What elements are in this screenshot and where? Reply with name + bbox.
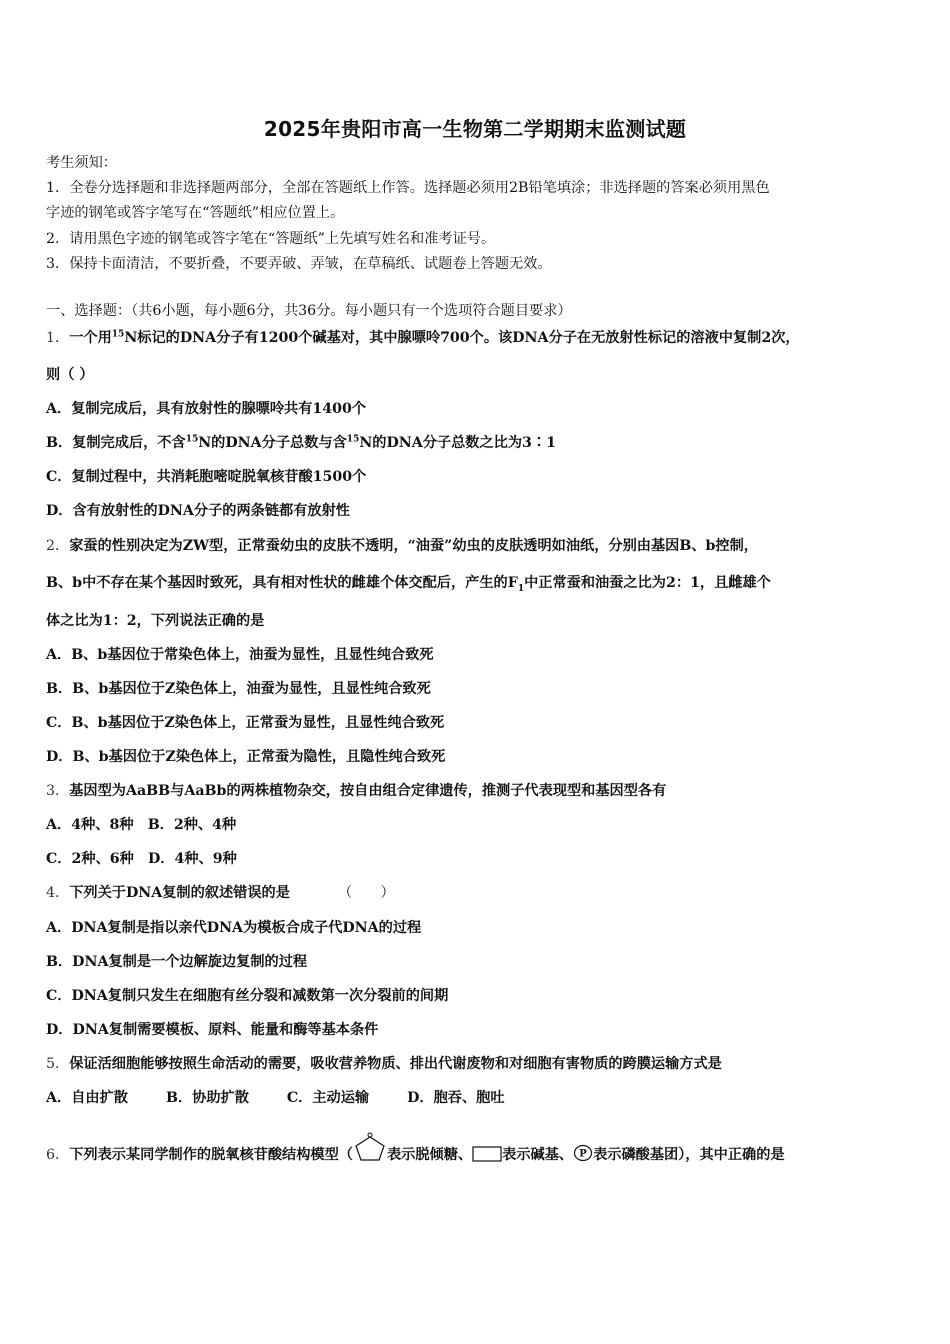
question-number: 6． <box>46 1147 70 1163</box>
page-title: 2025年贵阳市高一生物第二学期期末监测试题 <box>263 117 687 141</box>
question-2-stem-cont: 体之比为1：2，下列说法正确的是 <box>46 613 265 629</box>
question-4-stem <box>46 882 922 902</box>
q5-stem-part: 保证活细胞能够按照生命活动的需要，吸收营养物质、排出代谢废物和对细胞有害物质的跨膜运输方式是 <box>69 1056 722 1072</box>
notice-item: 字迹的钢笔或答字笔写在“答题纸”相应位置上。 <box>46 205 345 222</box>
section-heading: 一、选择题：（共6小题，每小题6分，共36分。每小题只有一个选项符合题目要求） <box>46 303 572 319</box>
q3-stem-part: 基因型为AaBB与AaBb的两株植物杂交，按自由组合定律遗传，推测子代表现型和基因型各有 <box>69 783 667 799</box>
q6-stem-part: 表示脱倾糖、 <box>386 1147 473 1163</box>
q6-stem-part: 下列表示某同学制作的脱氧核苷酸结构模型（ <box>69 1147 353 1163</box>
q1-option-d: D．含有放射性的DNA分子的两条链都有放射性 <box>46 503 350 519</box>
q2-stem-part: 家蚕的性别决定为ZW型，正常蚕幼虫的皮肤不透明，“油蚕”幼虫的皮肤透明如油纸，分别由基因B、b控制， <box>69 538 758 554</box>
q5-option-c: C．主动运输 <box>286 1090 370 1106</box>
q2-option-a: A．B、b基因位于常染色体上，油蚕为显性，且显性纯合致死 <box>46 647 434 663</box>
q6-stem-part: 表示磷酸基团），其中正确的是 <box>593 1147 785 1163</box>
question-3-stem <box>46 780 922 800</box>
question-2-stem <box>46 535 922 555</box>
q4-option-b: B．DNA复制是一个边解旋边复制的过程 <box>46 954 308 970</box>
q5-option-d: D．胞吞、胞吐 <box>407 1090 505 1106</box>
pentagon-deoxyribose-icon <box>353 1132 387 1166</box>
exam-notice <box>46 151 916 277</box>
notice-item: 3．保持卡面清洁，不要折叠，不要弄破、弄皱，在草稿纸、试题卷上答题无效。 <box>46 255 552 272</box>
option-text: B．复制完成后，不含 <box>46 435 186 451</box>
q4-option-d: D．DNA复制需要模板、原料、能量和酶等基本条件 <box>46 1022 379 1038</box>
question-1-stem <box>46 327 922 347</box>
q4-stem-part: 下列关于DNA复制的叙述错误的是 <box>69 885 290 901</box>
q6-stem-part: 表示碱基、 <box>502 1147 574 1163</box>
q1-option-a: A．复制完成后，具有放射性的腺嘌呤共有1400个 <box>46 401 367 417</box>
q2-stem-part: B、b中不存在某个基因时致死，具有相对性状的雌雄个体交配后，产生的F <box>46 575 518 591</box>
subscript: 1 <box>517 583 525 594</box>
q5-options <box>46 1087 922 1107</box>
q5-option-a: A．自由扩散 <box>46 1090 128 1106</box>
option-text: N的DNA分子总数与含 <box>198 435 347 451</box>
question-number: 5． <box>46 1056 70 1072</box>
question-number: 1． <box>46 330 70 346</box>
question-1-stem-cont: 则（ ） <box>46 367 94 383</box>
question-2-stem-cont <box>46 572 922 594</box>
question-number: 2． <box>46 538 70 554</box>
q3-options-cd: C．2种、6种 D．4种、9种 <box>46 851 237 867</box>
question-5-stem <box>46 1053 922 1073</box>
option-text: N的DNA分子总数之比为3∶1 <box>359 435 556 451</box>
q2-option-b: B．B、b基因位于Z染色体上，油蚕为显性，且显性纯合致死 <box>46 681 431 697</box>
question-6-stem <box>46 1132 922 1166</box>
notice-item: 2．请用黑色字迹的钢笔或答字笔在“答题纸”上先填写姓名和准考证号。 <box>46 230 496 247</box>
phosphate-circle-icon <box>573 1144 593 1166</box>
superscript: 15 <box>111 329 125 340</box>
phosphate-label: P <box>579 1148 587 1160</box>
question-number: 4． <box>46 885 70 901</box>
q2-stem-part: 中正常蚕和油蚕之比为2：1，且雌雄个 <box>524 575 771 591</box>
notice-heading: 考生须知： <box>46 155 117 171</box>
rectangle-base-icon <box>472 1146 502 1166</box>
q2-option-d: D．B、b基因位于Z染色体上，正常蚕为隐性，且隐性纯合致死 <box>46 749 446 765</box>
q1-stem-part: N标记的DNA分子有1200个碱基对，其中腺嘌呤700个。该DNA分子在无放射性标记的溶液中复制2次， <box>124 330 800 346</box>
superscript: 15 <box>185 434 199 445</box>
superscript: 15 <box>346 434 360 445</box>
q2-option-c: C．B、b基因位于Z染色体上，正常蚕为显性，且显性纯合致死 <box>46 715 445 731</box>
answer-parentheses: （ ） <box>337 885 395 901</box>
q4-option-c: C．DNA复制只发生在细胞有丝分裂和减数第一次分裂前的间期 <box>46 988 449 1004</box>
q3-options-ab: A．4种、8种 B．2种、4种 <box>46 817 237 833</box>
question-number: 3． <box>46 783 70 799</box>
q1-option-c: C．复制过程中，共消耗胞嘧啶脱氧核苷酸1500个 <box>46 469 367 485</box>
q1-stem-part: 一个用 <box>69 330 112 346</box>
q5-option-b: B．协助扩散 <box>165 1090 249 1106</box>
q4-option-a: A．DNA复制是指以亲代DNA为模板合成子代DNA的过程 <box>46 920 422 936</box>
notice-item: 1．全卷分选择题和非选择题两部分，全部在答题纸上作答。选择题必须用2B铅笔填涂；非选择题的答案必须用黑色 <box>46 180 770 197</box>
q1-option-b <box>46 432 922 452</box>
